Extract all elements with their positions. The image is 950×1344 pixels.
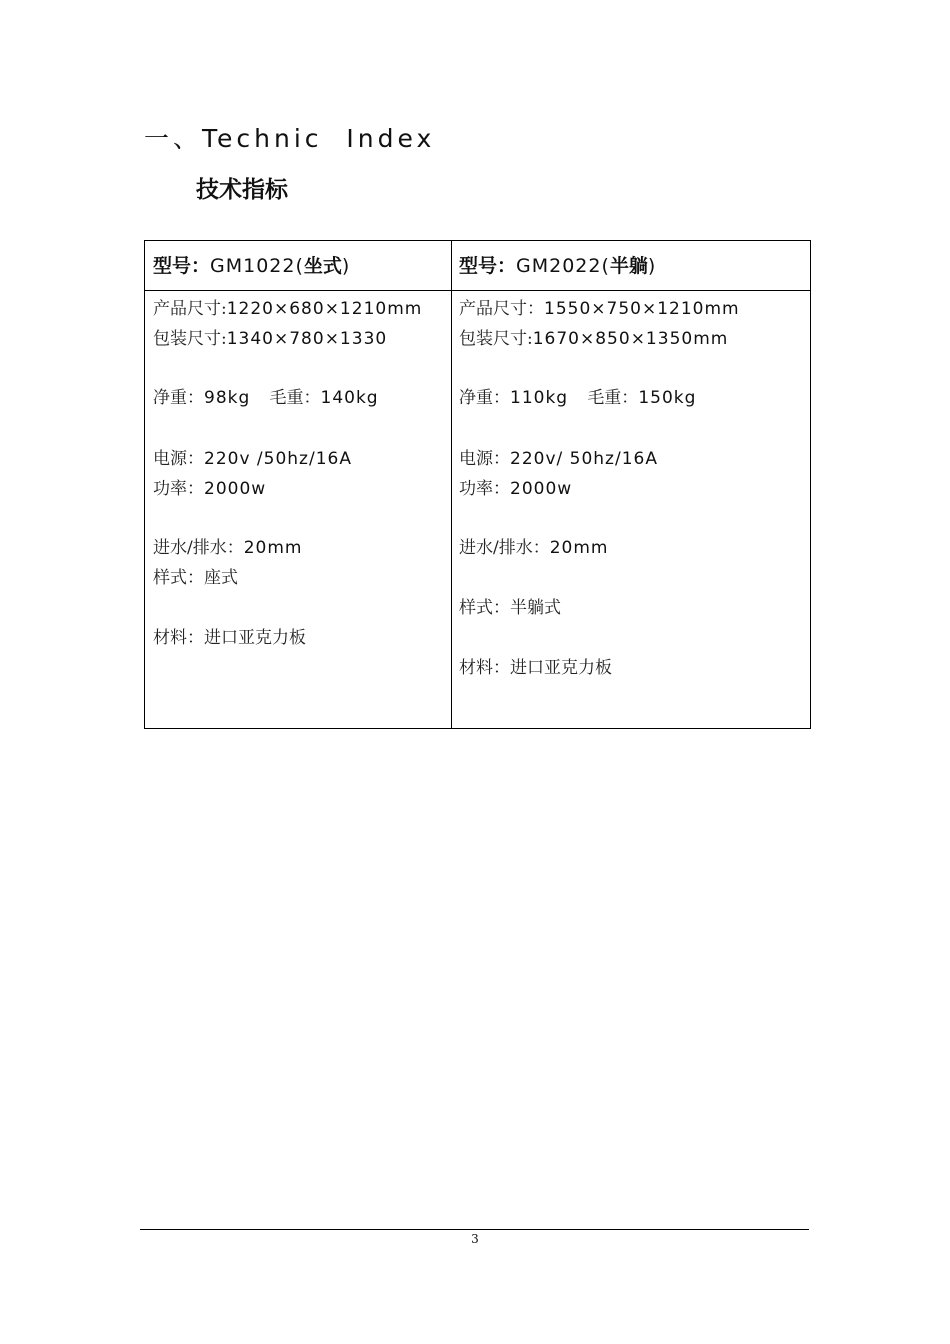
spec-value: 2000w	[204, 479, 267, 499]
spec-package-size	[153, 328, 387, 350]
spec-key: 产品尺寸:	[153, 299, 227, 319]
model-close: )	[647, 255, 657, 277]
section-subheading: 技术指标	[196, 177, 288, 203]
model-style: 坐式	[303, 255, 342, 277]
spec-style	[153, 567, 238, 589]
spec-value: 半躺式	[510, 598, 561, 618]
spec-key: 产品尺寸：	[459, 299, 544, 319]
spec-value: 140kg	[320, 388, 379, 408]
spec-value: 150kg	[638, 388, 697, 408]
model-code: GM1022(	[210, 255, 304, 277]
model-label: 型号：	[459, 255, 517, 277]
spec-product-size	[153, 298, 422, 320]
spec-power	[459, 478, 572, 500]
spec-key: 样式：	[153, 568, 204, 588]
spec-weight	[153, 387, 379, 409]
footer-rule	[140, 1229, 809, 1230]
spec-value: 2000w	[510, 479, 573, 499]
spec-key: 样式：	[459, 598, 510, 618]
spec-key: 功率：	[153, 479, 204, 499]
spec-key: 净重：	[153, 388, 204, 408]
spec-value: 220v /50hz/16A	[204, 449, 352, 469]
spec-key: 毛重：	[587, 388, 639, 408]
model-label: 型号：	[153, 255, 211, 277]
column-divider	[451, 241, 452, 728]
spec-water	[459, 537, 609, 559]
spec-value: 座式	[204, 568, 238, 588]
spec-weight	[459, 387, 696, 409]
spec-power	[153, 478, 266, 500]
spec-value: 进口亚克力板	[204, 628, 306, 648]
spec-value: 1550×750×1210mm	[544, 299, 740, 319]
spec-package-size	[459, 328, 728, 350]
spec-key: 电源：	[153, 449, 204, 469]
spec-power-supply	[459, 448, 658, 470]
spec-material	[459, 657, 612, 679]
model-style: 半躺	[609, 255, 648, 277]
spec-key: 材料：	[459, 658, 510, 678]
spec-key: 电源：	[459, 449, 510, 469]
row-divider	[145, 290, 810, 291]
spec-key: 包装尺寸:	[153, 329, 227, 349]
spec-product-size	[459, 298, 740, 320]
spec-value: 98kg	[204, 388, 251, 408]
spec-value: 1670×850×1350mm	[532, 329, 729, 349]
spec-style	[459, 597, 561, 619]
page-number: 3	[471, 1232, 479, 1246]
spec-value: 110kg	[510, 388, 569, 408]
spec-value: 220v/ 50hz/16A	[510, 449, 658, 469]
spec-value: 1220×680×1210mm	[226, 299, 423, 319]
spec-power-supply	[153, 448, 352, 470]
spec-key: 净重：	[459, 388, 510, 408]
spec-key: 毛重：	[269, 388, 321, 408]
spec-key: 材料：	[153, 628, 204, 648]
spec-key: 包装尺寸:	[459, 329, 533, 349]
spec-key: 功率：	[459, 479, 510, 499]
section-heading: 一、Technic Index	[144, 124, 436, 153]
spec-water	[153, 537, 303, 559]
model-title-left	[153, 253, 350, 279]
spec-value: 20mm	[243, 538, 303, 558]
spec-table	[144, 240, 811, 729]
model-title-right	[459, 253, 656, 279]
spec-key: 进水/排水：	[459, 538, 550, 558]
spec-value: 进口亚克力板	[510, 658, 612, 678]
model-code: GM2022(	[516, 255, 610, 277]
spec-value: 20mm	[549, 538, 609, 558]
model-close: )	[341, 255, 351, 277]
spec-key: 进水/排水：	[153, 538, 244, 558]
spec-material	[153, 627, 306, 649]
spec-value: 1340×780×1330	[226, 329, 388, 349]
